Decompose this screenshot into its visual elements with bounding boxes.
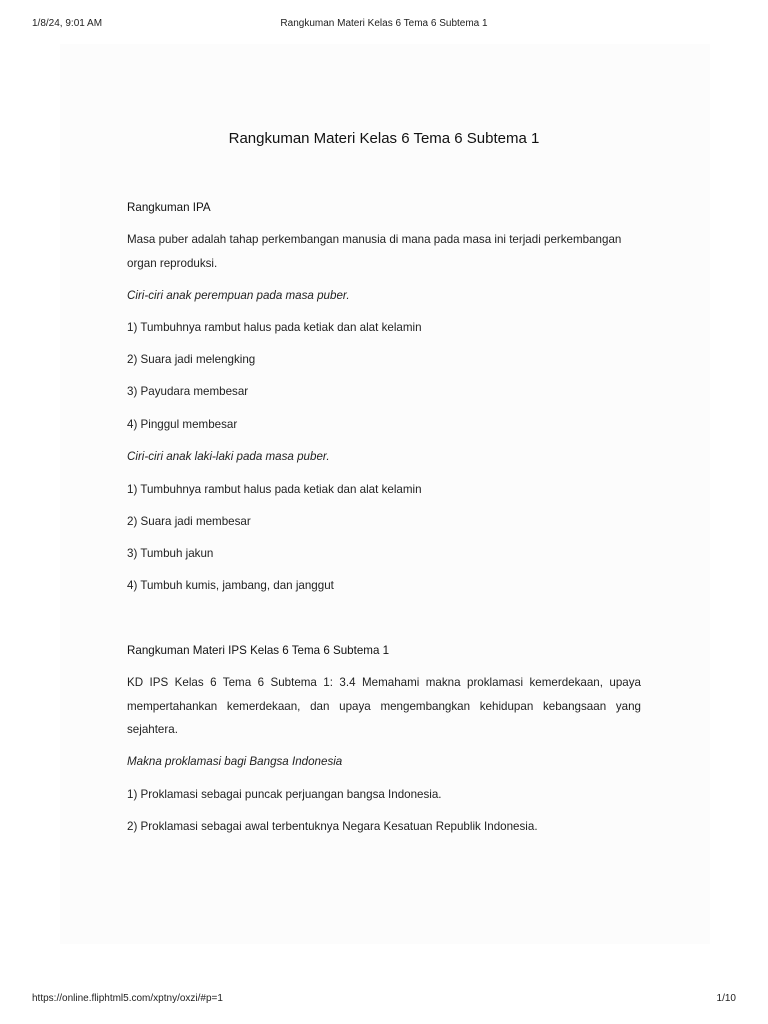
girls-puberty-heading: Ciri-ciri anak perempuan pada masa puber. (127, 289, 350, 302)
print-page-number: 1/10 (716, 993, 736, 1004)
list-item: 2) Suara jadi membesar (127, 515, 251, 528)
list-item: 1) Proklamasi sebagai puncak perjuangan bangsa Indonesia. (127, 788, 442, 801)
list-item: 2) Proklamasi sebagai awal terbentuknya Negara Kesatuan Republik Indonesia. (127, 820, 538, 833)
makna-proklamasi-heading: Makna proklamasi bagi Bangsa Indonesia (127, 755, 343, 768)
list-item: 1) Tumbuhnya rambut halus pada ketiak dan alat kelamin (127, 321, 422, 334)
ipa-intro-line-1: Masa puber adalah tahap perkembangan manusia di mana pada masa ini terjadi perkembangan (127, 233, 622, 246)
print-page-title: Rangkuman Materi Kelas 6 Tema 6 Subtema 1 (280, 18, 488, 29)
ips-kd-line-2: mempertahankan kemerdekaan, dan upaya mengembangkan kehidupan kebangsaan yang (127, 700, 641, 713)
print-url: https://online.fliphtml5.com/xptny/oxzi/#p=1 (32, 993, 223, 1004)
list-item: 2) Suara jadi melengking (127, 353, 256, 366)
list-item: 3) Tumbuh jakun (127, 547, 214, 560)
document-title: Rangkuman Materi Kelas 6 Tema 6 Subtema 1 (228, 130, 540, 147)
print-header (32, 18, 736, 32)
ips-kd-line-1: KD IPS Kelas 6 Tema 6 Subtema 1: 3.4 Memahami makna proklamasi kemerdekaan, upaya (127, 676, 641, 689)
ips-kd-line-3: sejahtera. (127, 723, 178, 736)
list-item: 4) Tumbuh kumis, jambang, dan janggut (127, 579, 334, 592)
ipa-heading: Rangkuman IPA (127, 201, 211, 214)
list-item: 1) Tumbuhnya rambut halus pada ketiak dan alat kelamin (127, 483, 422, 496)
list-item: 4) Pinggul membesar (127, 418, 238, 431)
print-datetime: 1/8/24, 9:01 AM (32, 18, 103, 29)
ips-heading: Rangkuman Materi IPS Kelas 6 Tema 6 Subtema 1 (127, 644, 390, 657)
print-footer (32, 993, 736, 1007)
ipa-intro-line-2: organ reproduksi. (127, 257, 218, 270)
boys-puberty-heading: Ciri-ciri anak laki-laki pada masa puber. (127, 450, 330, 463)
list-item: 3) Payudara membesar (127, 385, 249, 398)
